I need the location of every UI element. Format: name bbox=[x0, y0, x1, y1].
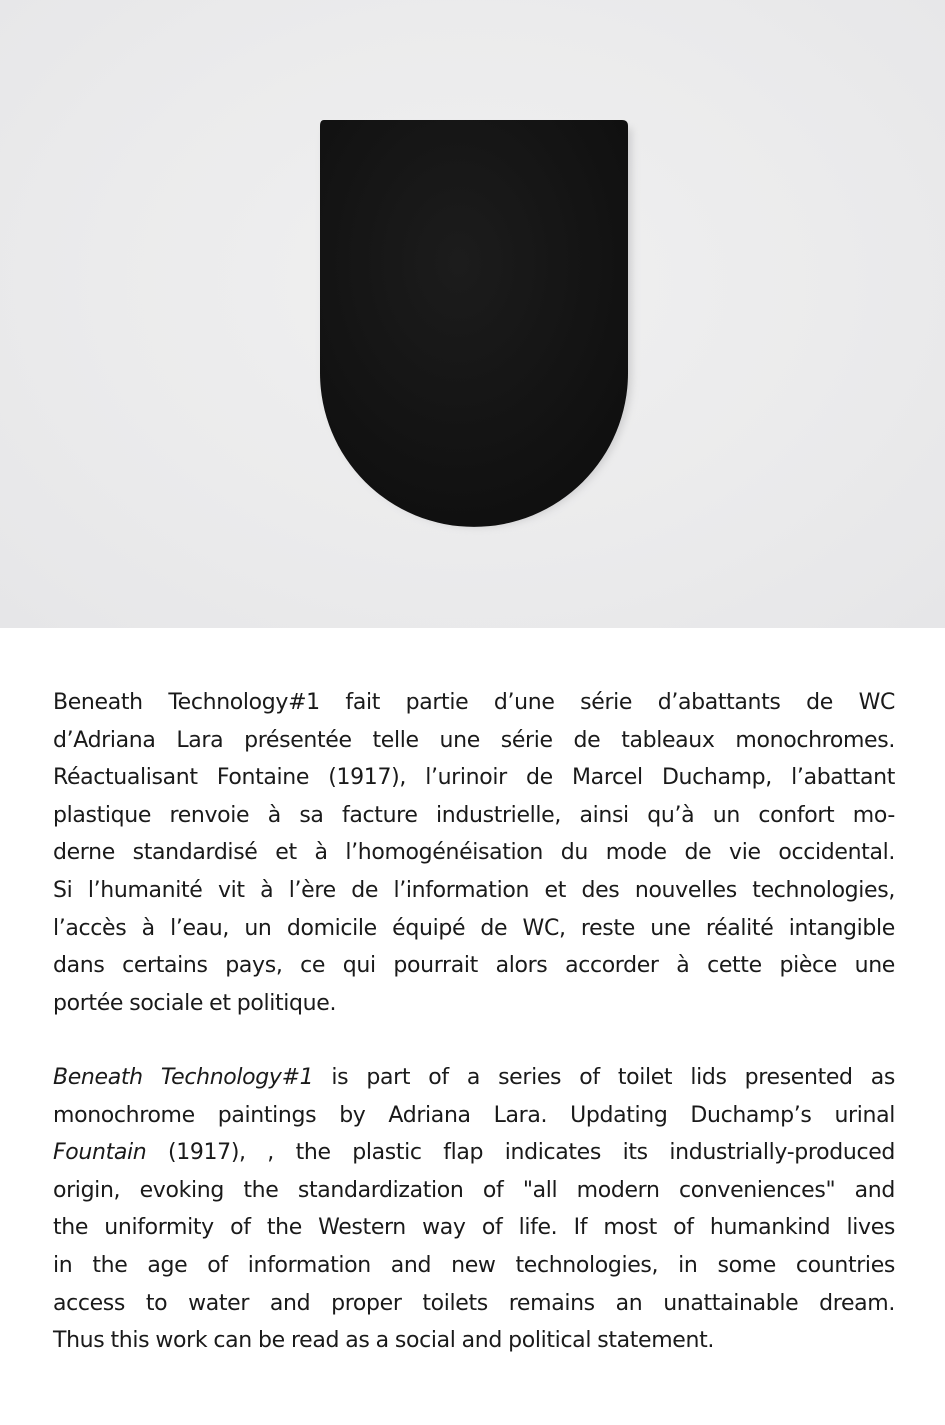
french-line: Si l’humanité vit à l’ère de l’information et des nouvelles technologies, bbox=[53, 877, 895, 903]
french-line: d’Adriana Lara présentée telle une série de tableaux monochromes. bbox=[53, 727, 895, 753]
french-line: plastique renvoie à sa facture industrielle, ainsi qu’à un confort mo- bbox=[53, 802, 895, 828]
english-text: (1917), , the plastic flap indicates its industrially-produced bbox=[146, 1140, 895, 1166]
english-line bbox=[53, 1134, 895, 1172]
french-line: l’accès à l’eau, un domicile équipé de WC, reste une réalité intangible bbox=[53, 915, 895, 941]
fountain-title-italic: Fountain bbox=[53, 1140, 147, 1166]
english-description bbox=[53, 1059, 895, 1360]
english-line: Thus this work can be read as a social and political statement. bbox=[53, 1328, 714, 1354]
english-line: monochrome paintings by Adriana Lara. Updating Duchamp’s urinal bbox=[53, 1102, 895, 1128]
french-description bbox=[53, 684, 895, 1022]
toilet-lid-artwork bbox=[0, 0, 945, 628]
french-line: Réactualisant Fontaine (1917), l’urinoir de Marcel Duchamp, l’abattant bbox=[53, 765, 895, 791]
english-line: in the age of information and new technologies, in some countries bbox=[53, 1252, 895, 1278]
artwork-title-italic: Beneath Technology#1 bbox=[53, 1065, 314, 1090]
english-text: is part of a series of toilet lids presented as bbox=[313, 1065, 896, 1090]
french-line: derne standardisé et à l’homogénéisation du mode de vie occidental. bbox=[53, 840, 895, 866]
french-line: Beneath Technology#1 fait partie d’une série d’abattants de WC bbox=[53, 690, 895, 715]
english-line: origin, evoking the standardization of "all modern conveniences" and bbox=[53, 1177, 895, 1203]
french-line: portée sociale et politique. bbox=[53, 990, 337, 1016]
english-line: access to water and proper toilets remains an unattainable dream. bbox=[53, 1290, 895, 1316]
english-line bbox=[53, 1059, 895, 1097]
artwork-photo bbox=[0, 0, 945, 628]
english-line: the uniformity of the Western way of life. If most of humankind lives bbox=[53, 1215, 895, 1241]
lid-body bbox=[320, 120, 628, 527]
french-line: dans certains pays, ce qui pourrait alors accorder à cette pièce une bbox=[53, 953, 895, 979]
